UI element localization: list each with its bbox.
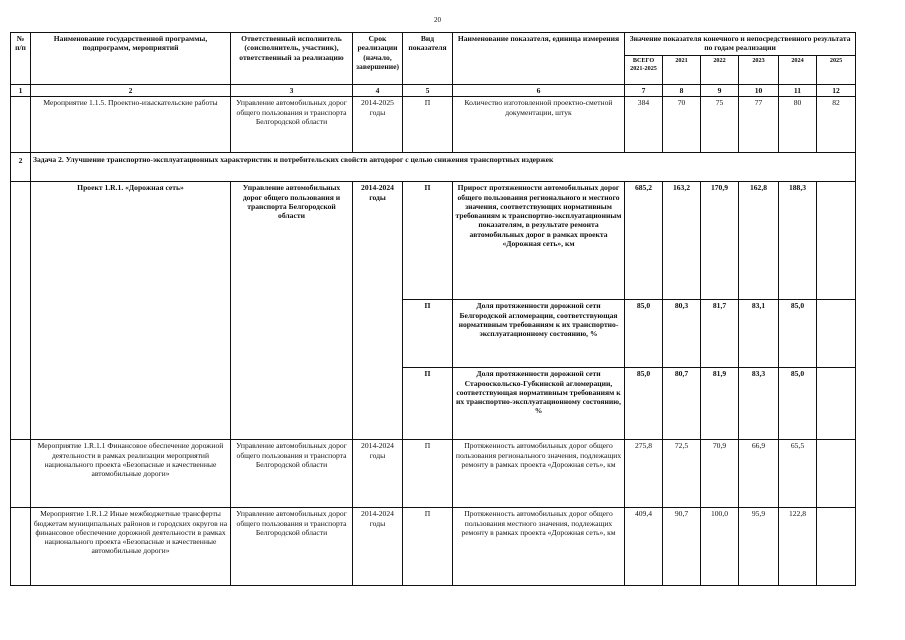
row-value (817, 440, 856, 508)
row-name: Мероприятие 1.1.5. Проектно-изыскательские работы (31, 97, 231, 153)
indicator-value: 170,9 (701, 182, 739, 300)
index-cell: 12 (817, 85, 856, 97)
indicator-kind: П (403, 182, 453, 300)
index-cell: 10 (739, 85, 779, 97)
row-total: 409,4 (625, 508, 663, 586)
index-cell: 7 (625, 85, 663, 97)
row-no (11, 182, 31, 440)
indicator-value (817, 300, 856, 368)
index-row (11, 85, 856, 97)
row-value: 90,7 (663, 508, 701, 586)
indicator-value: 83,3 (739, 368, 779, 440)
row-value: 70 (663, 97, 701, 153)
row-value: 100,0 (701, 508, 739, 586)
indicator-total: 85,0 (625, 300, 663, 368)
task-no: 2 (11, 153, 31, 182)
row-value: 65,5 (779, 440, 817, 508)
indicator-value: 81,7 (701, 300, 739, 368)
indicator-text: Прирост протяженности автомобильных дорог общего пользования регионального и местного значения, соответствующих нормативным требованиям к транспортно-эксплуатационным показателям, в результате ремонта автомобильных дорог в рамках проекта «Дорожная сеть», км (453, 182, 625, 300)
task-row (11, 153, 856, 182)
row-term: 2014-2024 годы (353, 508, 403, 586)
row-value: 70,9 (701, 440, 739, 508)
header-name: Наименование государственной программы, подпрограмм, мероприятий (31, 33, 231, 85)
row-no (11, 440, 31, 508)
row-value (817, 508, 856, 586)
task-text: Задача 2. Улучшение транспортно-эксплуатационных характеристик и потребительских свойств автодорог с целью снижения транспортных издержек (31, 153, 856, 182)
header-no: № п/п (11, 33, 31, 85)
index-cell: 3 (231, 85, 353, 97)
header-year: 2025 (817, 56, 856, 85)
row-value: 77 (739, 97, 779, 153)
row-no (11, 508, 31, 586)
row-no (11, 97, 31, 153)
indicator-value: 80,7 (663, 368, 701, 440)
row-indicator: Протяженность автомобильных дорог общего пользования регионального значения, подлежащих ремонту в рамках проекта «Дорожная сеть», км (453, 440, 625, 508)
indicators-table (10, 32, 856, 586)
project-name: Проект 1.R.1. «Дорожная сеть» (31, 182, 231, 440)
indicator-value (817, 182, 856, 300)
index-cell: 5 (403, 85, 453, 97)
row-term: 2014-2024 годы (353, 440, 403, 508)
row-total: 384 (625, 97, 663, 153)
table-row (11, 508, 856, 586)
indicator-value: 163,2 (663, 182, 701, 300)
header-total: ВСЕГО 2021-2025 (625, 56, 663, 85)
indicator-value: 162,8 (739, 182, 779, 300)
row-value: 80 (779, 97, 817, 153)
row-executor: Управление автомобильных дорог общего пользования и транспорта Белгородской области (231, 440, 353, 508)
row-kind: П (403, 508, 453, 586)
indicator-value: 85,0 (779, 368, 817, 440)
row-indicator: Протяженность автомобильных дорог общего пользования местного значения, подлежащих ремонту в рамках проекта «Дорожная сеть», км (453, 508, 625, 586)
header-values: Значение показателя конечного и непосредственного результата по годам реализации (625, 33, 856, 56)
project-row (11, 182, 856, 300)
row-value: 66,9 (739, 440, 779, 508)
row-executor: Управление автомобильных дорог общего пользования и транспорта Белгородской области (231, 97, 353, 153)
indicator-text: Доля протяженности дорожной сети Старооскольско-Губкинской агломерации, соответствующая нормативным требованиям к их транспортно-эксплуатационному состоянию, % (453, 368, 625, 440)
table-row (11, 97, 856, 153)
indicator-kind: П (403, 368, 453, 440)
indicator-value: 188,3 (779, 182, 817, 300)
indicator-value: 80,3 (663, 300, 701, 368)
header-year: 2024 (779, 56, 817, 85)
indicator-value: 81,9 (701, 368, 739, 440)
row-value: 122,8 (779, 508, 817, 586)
header-year: 2021 (663, 56, 701, 85)
page-number: 20 (434, 16, 441, 24)
header-year: 2023 (739, 56, 779, 85)
row-name: Мероприятие 1.R.1.1 Финансовое обеспечение дорожной деятельности в рамках реализации мероприятий национального проекта «Безопасные и качественные автомобильные дороги» (31, 440, 231, 508)
row-value: 82 (817, 97, 856, 153)
project-term: 2014-2024 годы (353, 182, 403, 440)
row-value: 75 (701, 97, 739, 153)
index-cell: 11 (779, 85, 817, 97)
header-row (11, 33, 856, 56)
row-indicator: Количество изготовленной проектно-сметной документации, штук (453, 97, 625, 153)
row-value: 95,9 (739, 508, 779, 586)
table-row (11, 440, 856, 508)
project-executor: Управление автомобильных дорог общего пользования и транспорта Белгородской области (231, 182, 353, 440)
header-term: Срок реализации (начало, завершение) (353, 33, 403, 85)
indicator-total: 85,0 (625, 368, 663, 440)
indicator-kind: П (403, 300, 453, 368)
index-cell: 4 (353, 85, 403, 97)
row-executor: Управление автомобильных дорог общего пользования и транспорта Белгородской области (231, 508, 353, 586)
index-cell: 9 (701, 85, 739, 97)
row-value: 72,5 (663, 440, 701, 508)
row-kind: П (403, 97, 453, 153)
index-cell: 6 (453, 85, 625, 97)
row-kind: П (403, 440, 453, 508)
header-kind: Вид показателя (403, 33, 453, 85)
index-cell: 2 (31, 85, 231, 97)
indicator-value: 85,0 (779, 300, 817, 368)
row-term: 2014-2025 годы (353, 97, 403, 153)
indicator-total: 685,2 (625, 182, 663, 300)
header-executor: Ответственный исполнитель (соисполнитель, участник), ответственный за реализацию (231, 33, 353, 85)
indicator-text: Доля протяженности дорожной сети Белгородской агломерации, соответствующая нормативным требованиям к их транспортно-эксплуатационному состоянию, % (453, 300, 625, 368)
row-total: 275,8 (625, 440, 663, 508)
header-indicator: Наименование показателя, единица измерения (453, 33, 625, 85)
indicator-value (817, 368, 856, 440)
index-cell: 8 (663, 85, 701, 97)
row-name: Мероприятие 1.R.1.2 Иные межбюджетные трансферты бюджетам муниципальных районов и городских округов на финансовое обеспечение дорожной деятельности в рамках национального проекта «Безопасные и качественные автомобильные дороги» (31, 508, 231, 586)
index-cell: 1 (11, 85, 31, 97)
header-year: 2022 (701, 56, 739, 85)
indicator-value: 83,1 (739, 300, 779, 368)
